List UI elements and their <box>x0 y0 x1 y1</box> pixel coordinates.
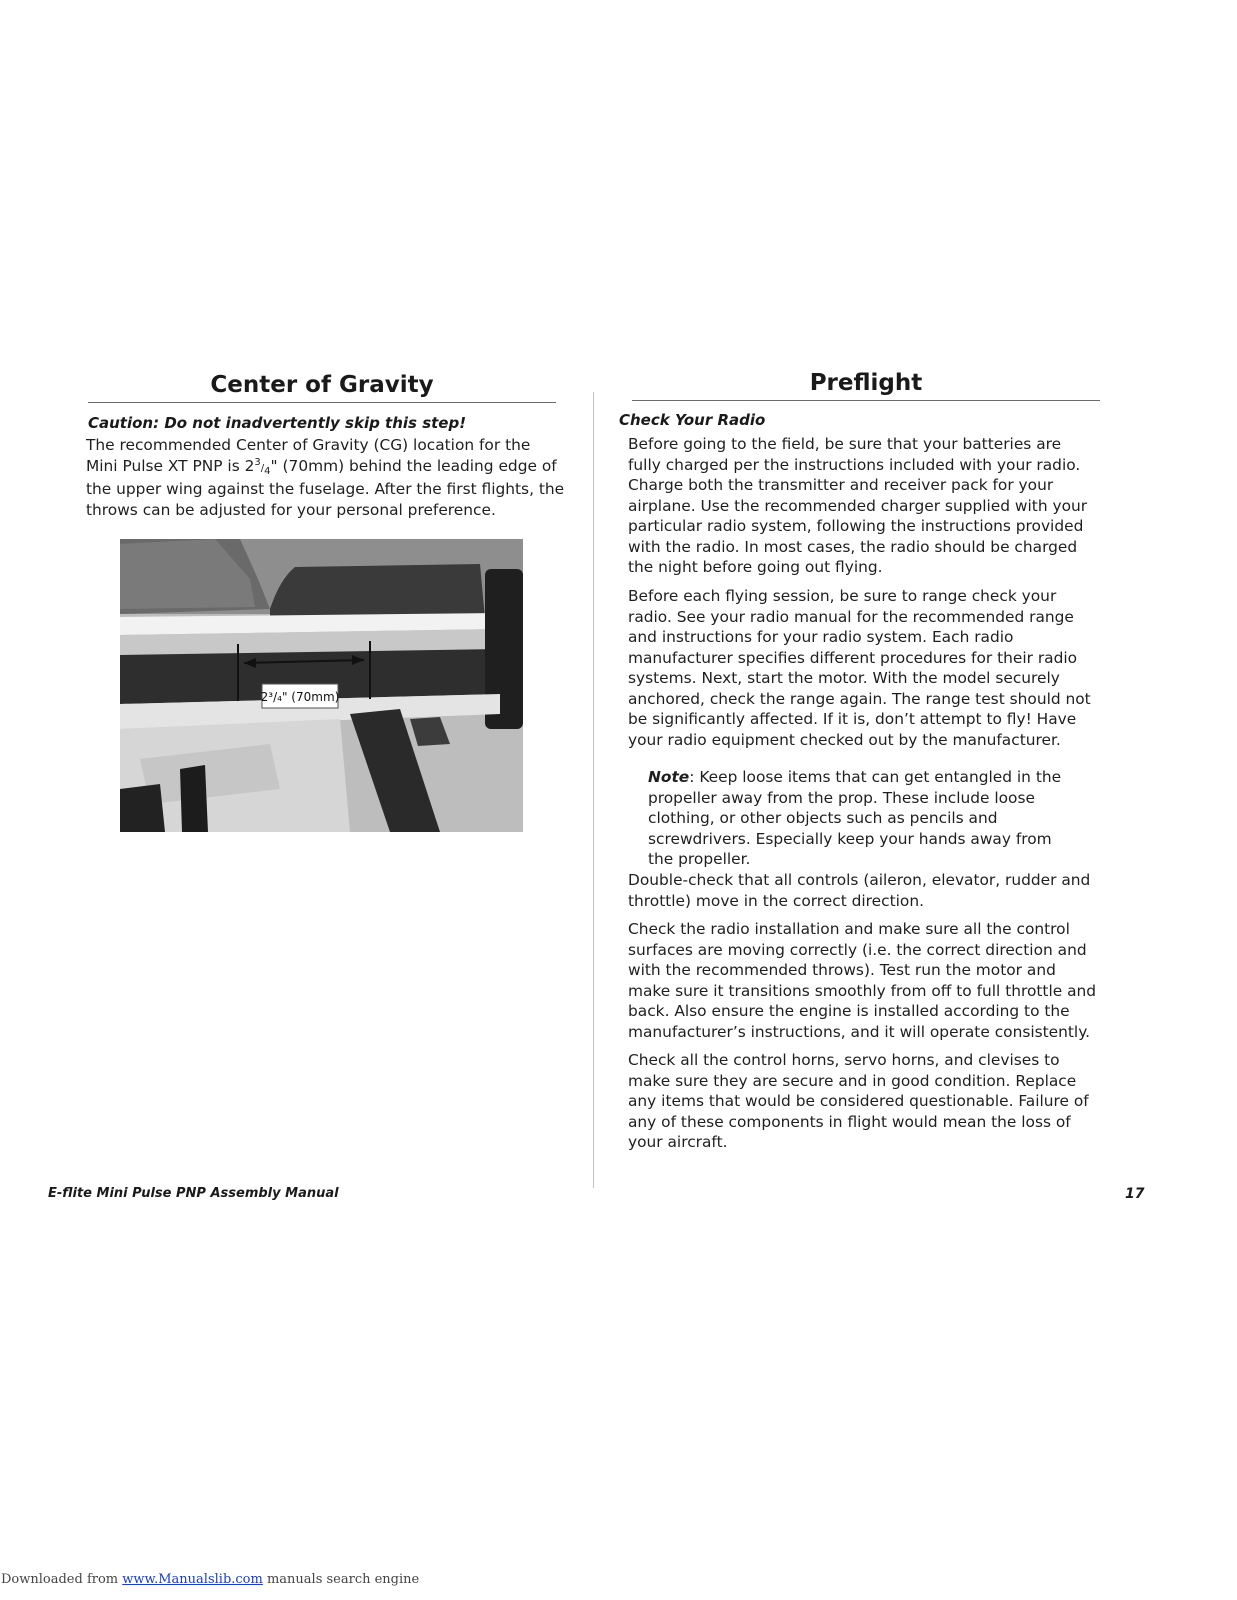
note-paragraph <box>648 767 1078 870</box>
fraction-three-quarters <box>254 456 271 477</box>
cg-text-before: The recommended Center of Gravity (CG) location for the Mini Pulse XT PNP is 2 <box>86 436 531 475</box>
preflight-paragraph-2: Before each flying session, be sure to range check your radio. See your radio manual for the recommended range and instructions for your radio system. Each radio manufacturer specifies different procedures for their radio systems. Next, start the motor. With the model securely anchored, check the range again. The range test should not be significantly affected. If it is, don’t attempt to fly! Have your radio equipment checked out by the manufacturer. <box>628 587 1091 749</box>
check-your-radio-heading: Check Your Radio <box>619 411 766 429</box>
manualslib-link[interactable]: www.Manualslib.com <box>122 1572 263 1587</box>
cg-dimension-label: 2³/₄" (70mm) <box>260 690 340 704</box>
center-of-gravity-title: Center of Gravity <box>88 372 556 403</box>
download-prefix: Downloaded from <box>1 1572 123 1587</box>
download-attribution <box>1 1572 419 1587</box>
preflight-paragraph-5: Check all the control horns, servo horns, and clevises to make sure they are secure and in good condition. Replace any items that would be considered questionable. Failure of any of these components in flight would mean the loss of your aircraft. <box>628 1051 1089 1151</box>
preflight-paragraph-3: Double-check that all controls (aileron, elevator, rudder and throttle) move in the correct direction. <box>628 871 1091 910</box>
preflight-paragraph-1: Before going to the field, be sure that your batteries are fully charged per the instructions included with your radio. Charge both the transmitter and receiver pack for your airplane. Use the recommended charger supplied with your particular radio system, following the instructions provided with the radio. In most cases, the radio should be charged the night before going out flying. <box>628 435 1088 576</box>
fraction-numerator: 3 <box>254 456 261 468</box>
caution-heading: Caution: Do not inadvertently skip this step! <box>88 414 467 432</box>
fraction-denominator: 4 <box>264 465 271 477</box>
preflight-paragraph-4: Check the radio installation and make sure all the control surfaces are moving correctly (i.e. the correct direction and with the recommended throws). Test run the motor and make sure it transitions smoothly from off to full throttle and back. Also ensure the engine is installed according to the manufacturer’s instructions, and it will operate consistently. <box>628 920 1097 1041</box>
note-label: Note <box>648 768 690 786</box>
cg-paragraph <box>86 435 566 520</box>
column-divider <box>593 392 594 1188</box>
cg-location-photo <box>120 539 523 832</box>
page-number: 17 <box>1125 1186 1145 1202</box>
download-suffix: manuals search engine <box>262 1572 420 1587</box>
note-text: : Keep loose items that can get entangled in the propeller away from the prop. These include loose clothing, or other objects such as pencils and screwdrivers. Especially keep your hands away from the propeller. <box>648 768 1062 868</box>
fraction-slash: / <box>260 462 265 474</box>
footer-manual-title: E-flite Mini Pulse PNP Assembly Manual <box>48 1186 339 1201</box>
preflight-title: Preflight <box>632 370 1100 401</box>
cg-text-after: " (70mm) behind the leading edge of the upper wing against the fuselage. After the first flights, the throws can be adjusted for your personal preference. <box>86 456 565 519</box>
